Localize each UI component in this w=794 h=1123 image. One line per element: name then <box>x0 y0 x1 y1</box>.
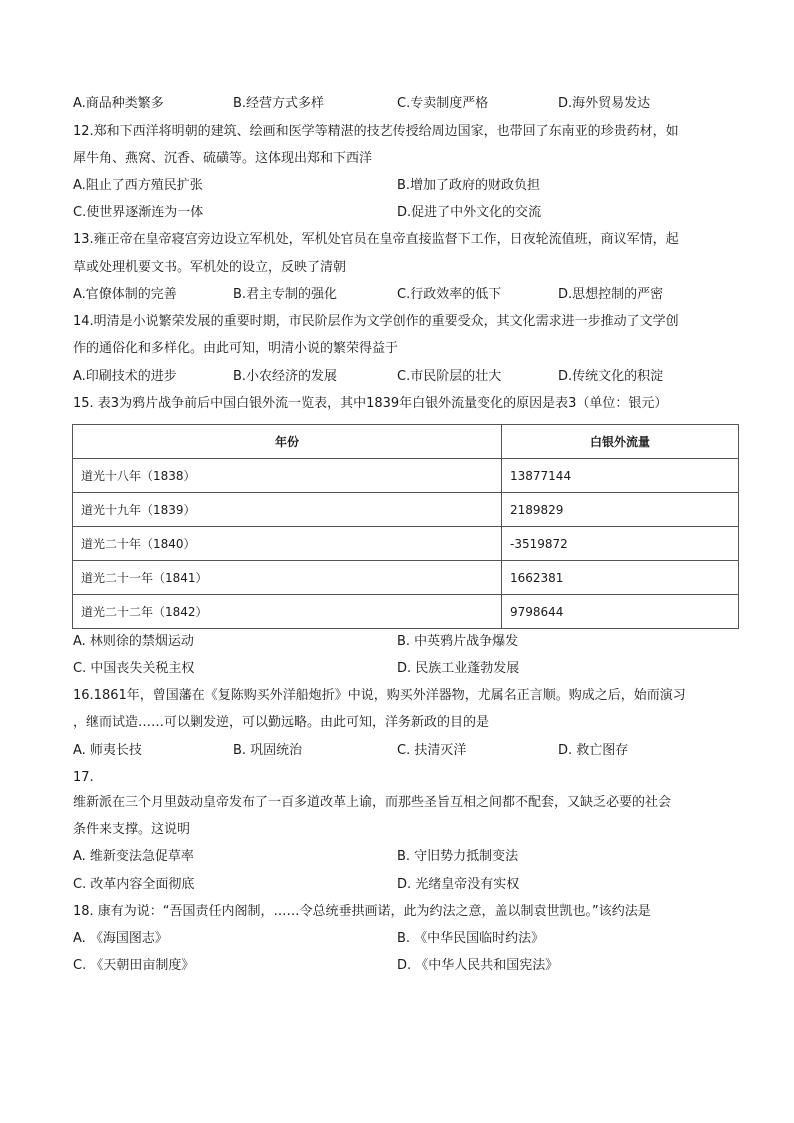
q12-option-a: A.阻止了西方殖民扩张 <box>73 178 203 193</box>
q12-stem-line2: 犀牛角、燕窝、沉香、硫磺等。这体现出郑和下西洋 <box>73 151 373 166</box>
q14-option-c: C.市民阶层的壮大 <box>397 369 502 384</box>
q18-stem: 18. 康有为说：“吾国责任内阁制，……令总统垂拱画诺，此为约法之意，盖以制袁世凯也。”该约法是 <box>73 904 651 919</box>
q17-option-d: D. 光绪皇帝没有实权 <box>397 877 520 892</box>
table-row <box>73 493 739 527</box>
q14-stem-line1: 14.明清是小说繁荣发展的重要时期，市民阶层作为文学创作的重要受众，其文化需求进一步推动了文学创 <box>73 314 679 329</box>
table-row <box>73 595 739 629</box>
q17-option-a: A. 维新变法急促草率 <box>73 849 194 864</box>
q11-option-c: C.专卖制度严格 <box>397 96 489 111</box>
table-cell-year: 道光十九年（1839） <box>73 493 502 527</box>
q15-option-c: C. 中国丧失关税主权 <box>73 661 195 676</box>
table-header-year: 年份 <box>73 425 502 459</box>
q16-stem-line2: ，继而试造……可以剿发逆，可以勤远略。由此可知，洋务新政的目的是 <box>73 715 490 730</box>
q12-option-b: B.增加了政府的财政负担 <box>397 178 541 193</box>
table-cell-year: 道光二十年（1840） <box>73 527 502 561</box>
table-cell-outflow: 2189829 <box>502 493 739 527</box>
q17-stem-line2: 条件来支撑。这说明 <box>73 822 191 837</box>
table-cell-outflow: -3519872 <box>502 527 739 561</box>
q13-stem-line2: 草或处理机要文书。军机处的设立，反映了清朝 <box>73 260 347 275</box>
q15-option-a: A. 林则徐的禁烟运动 <box>73 634 194 649</box>
q13-option-a: A.官僚体制的完善 <box>73 287 177 302</box>
q11-option-a: A.商品种类繁多 <box>73 96 164 111</box>
q14-option-b: B.小农经济的发展 <box>233 369 338 384</box>
q18-option-a: A. 《海国图志》 <box>73 931 168 946</box>
q11-option-b: B.经营方式多样 <box>233 96 325 111</box>
q17-option-c: C. 改革内容全面彻底 <box>73 877 195 892</box>
q16-option-b: B. 巩固统治 <box>233 743 303 758</box>
table-cell-year: 道光二十二年（1842） <box>73 595 502 629</box>
table-row <box>73 459 739 493</box>
q13-option-c: C.行政效率的低下 <box>397 287 502 302</box>
q18-option-c: C. 《天朝田亩制度》 <box>73 958 195 973</box>
q13-option-b: B.君主专制的强化 <box>233 287 338 302</box>
table-cell-year: 道光十八年（1838） <box>73 459 502 493</box>
q15-option-b: B. 中英鸦片战争爆发 <box>397 634 519 649</box>
q17-stem-line1: 维新派在三个月里鼓动皇帝发布了一百多道改革上谕，而那些圣旨互相之间都不配套，又缺乏必要的社会 <box>73 795 672 810</box>
q14-stem-line2: 作的通俗化和多样化。由此可知，明清小说的繁荣得益于 <box>73 341 399 356</box>
table-header-outflow: 白银外流量 <box>502 425 739 459</box>
table-cell-outflow: 1662381 <box>502 561 739 595</box>
q18-option-b: B. 《中华民国临时约法》 <box>397 931 545 946</box>
q16-option-d: D. 救亡图存 <box>558 743 629 758</box>
q17-option-b: B. 守旧势力抵制变法 <box>397 849 519 864</box>
q14-option-a: A.印刷技术的进步 <box>73 369 177 384</box>
q12-option-c: C.使世界逐渐连为一体 <box>73 205 204 220</box>
q13-option-d: D.思想控制的严密 <box>558 287 664 302</box>
silver-outflow-table <box>72 424 739 629</box>
q11-option-d: D.海外贸易发达 <box>558 96 651 111</box>
q18-option-d: D. 《中华人民共和国宪法》 <box>397 958 559 973</box>
q15-stem: 15. 表3为鸦片战争前后中国白银外流一览表，其中1839年白银外流量变化的原因是表3（单位：银元） <box>73 396 668 411</box>
table-row <box>73 527 739 561</box>
q17-number: 17. <box>73 770 94 785</box>
q12-option-d: D.促进了中外文化的交流 <box>397 205 542 220</box>
table-cell-year: 道光二十一年（1841） <box>73 561 502 595</box>
q16-option-a: A. 师夷长技 <box>73 743 142 758</box>
q16-option-c: C. 扶清灭洋 <box>397 743 467 758</box>
q16-stem-line1: 16.1861年，曾国藩在《复陈购买外洋船炮折》中说，购买外洋器物，尤属名正言顺。购成之后，始而演习 <box>73 688 686 703</box>
q14-option-d: D.传统文化的积淀 <box>558 369 664 384</box>
q12-stem-line1: 12.郑和下西洋将明朝的建筑、绘画和医学等精湛的技艺传授给周边国家，也带回了东南亚的珍贵药材，如 <box>73 124 679 139</box>
table-row <box>73 561 739 595</box>
q13-stem-line1: 13.雍正帝在皇帝寝宫旁边设立军机处，军机处官员在皇帝直接监督下工作，日夜轮流值班，商议军情，起 <box>73 232 679 247</box>
q15-option-d: D. 民族工业蓬勃发展 <box>397 661 520 676</box>
table-cell-outflow: 13877144 <box>502 459 739 493</box>
table-cell-outflow: 9798644 <box>502 595 739 629</box>
table-header-row <box>73 425 739 459</box>
